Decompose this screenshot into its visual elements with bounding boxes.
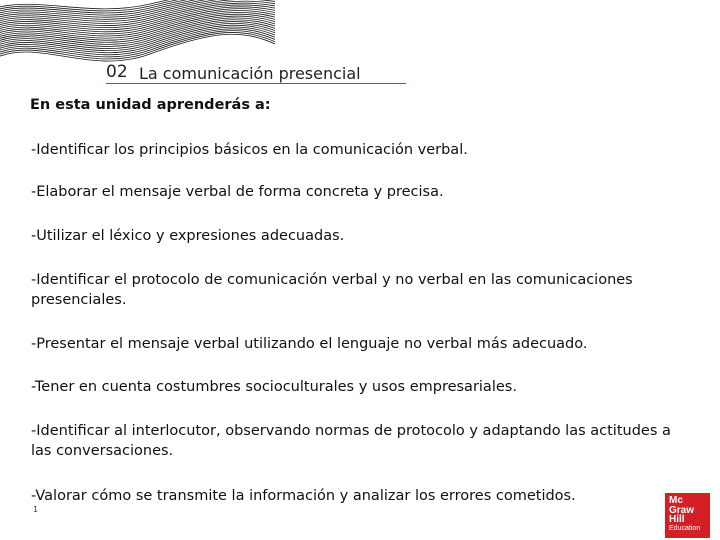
page-number: 1 bbox=[33, 505, 39, 514]
mcgraw-hill-education-logo bbox=[665, 493, 710, 538]
header-underline bbox=[106, 83, 406, 84]
objective-item: -Identificar el protocolo de comunicación verbal y no verbal en las comunicaciones presenciales. bbox=[31, 272, 633, 308]
intro-heading: En esta unidad aprenderás a: bbox=[30, 97, 271, 113]
objective-item: -Presentar el mensaje verbal utilizando el lenguaje no verbal más adecuado. bbox=[31, 336, 588, 352]
logo-line: Education bbox=[669, 524, 701, 532]
objective-item: -Valorar cómo se transmite la información y analizar los errores cometidos. bbox=[31, 488, 576, 504]
section-title: La comunicación presencial bbox=[139, 64, 361, 83]
logo-line: Mc bbox=[669, 495, 683, 506]
logo-line: Hill bbox=[669, 514, 685, 525]
objective-item: -Identificar al interlocutor, observando normas de protocolo y adaptando las actitudes a las conversaciones. bbox=[31, 423, 671, 459]
objective-item: -Tener en cuenta costumbres socioculturales y usos empresariales. bbox=[31, 379, 517, 395]
section-number: 02 bbox=[106, 62, 128, 82]
objective-item: -Identificar los principios básicos en la comunicación verbal. bbox=[31, 142, 468, 158]
decorative-wave-graphic bbox=[0, 0, 300, 62]
logo-line: Graw bbox=[669, 504, 695, 516]
objective-item: -Elaborar el mensaje verbal de forma concreta y precisa. bbox=[31, 184, 444, 200]
section-header bbox=[106, 62, 406, 84]
objective-item: -Utilizar el léxico y expresiones adecuadas. bbox=[31, 228, 345, 244]
